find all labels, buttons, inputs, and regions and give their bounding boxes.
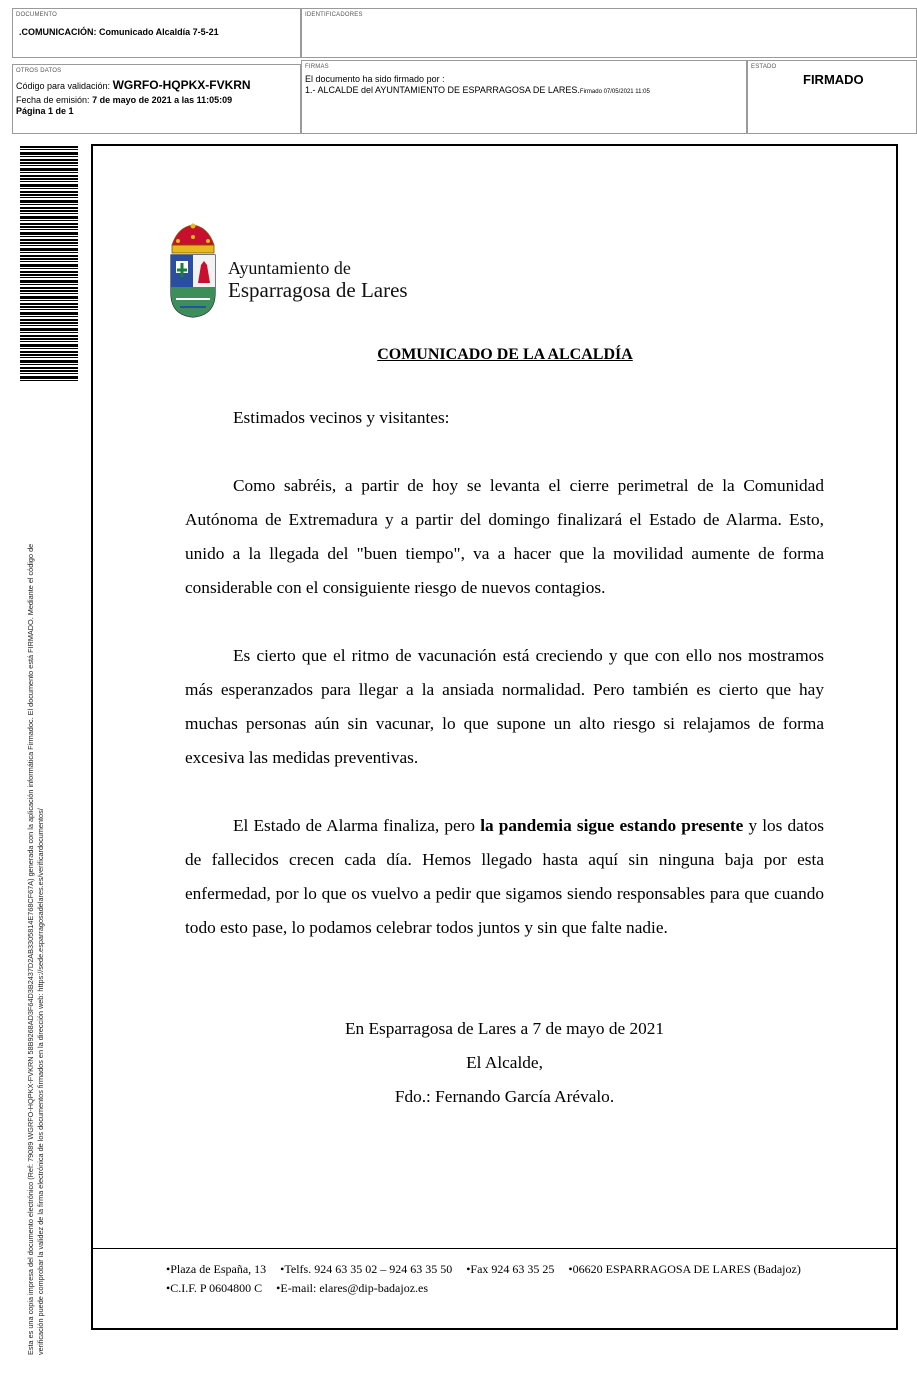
emphasis: la pandemia sigue estando presente <box>480 816 744 835</box>
footer-line-1 <box>166 1259 815 1279</box>
footer-address: •Plaza de España, 13 <box>166 1262 267 1276</box>
codigo-validacion <box>16 80 251 92</box>
footer-line-2 <box>166 1278 442 1298</box>
identificadores-label: IDENTIFICADORES <box>305 12 363 18</box>
footer-fax: •Fax 924 63 35 25 <box>466 1262 555 1276</box>
signature-role: El Alcalde, <box>466 1053 543 1072</box>
fecha-emision <box>16 95 232 106</box>
firmas-date: Firmado 07/05/2021 11:05 <box>579 89 650 95</box>
documento-value: .COMUNICACIÓN: Comunicado Alcaldía 7-5-21 <box>19 27 219 37</box>
fecha-prefix: Fecha de emisión: <box>16 95 90 105</box>
letterhead-line-1: Ayuntamiento de <box>228 258 351 278</box>
documento-label: DOCUMENTO <box>16 12 58 18</box>
identificadores-box <box>301 8 917 58</box>
letter-body <box>185 401 824 979</box>
codigo-prefix: Código para validación: <box>16 81 111 91</box>
footer-email: •E-mail: elares@dip-badajoz.es <box>276 1281 429 1295</box>
side-line-1: Esta es una copia impresa del documento electrónico (Ref: 79089 WGRFO-HQPKX-FVKRN 58B9268AD3F64D3B2437D2AB3305814E768CF67A) generada con la aplicación informática Firmadoc. El documento está FIRMADO. Mediante el código de <box>26 543 35 1355</box>
coat-of-arms-icon <box>168 223 218 319</box>
verification-side-text <box>26 415 46 1355</box>
letterhead <box>228 257 408 301</box>
footer-phones: •Telfs. 924 63 35 02 – 924 63 35 50 <box>280 1262 453 1276</box>
estado-label: ESTADO <box>751 64 777 70</box>
letterhead-line-2: Esparragosa de Lares <box>228 278 408 302</box>
paragraph-1: Como sabréis, a partir de hoy se levanta el cierre perimetral de la Comunidad Autónoma de Extremadura y a partir del domingo finalizará el Estado de Alarma. Esto, unido a la llegada del "buen tiempo", va a hacer que la movilidad aumente de forma considerable con el consiguiente riesgo de nuevos contagios. <box>185 476 824 597</box>
signature-place-date: En Esparragosa de Lares a 7 de mayo de 2021 <box>344 1019 665 1038</box>
paragraph-3: El Estado de Alarma finaliza, pero la pandemia sigue estando presente y los datos de fallecidos crecen cada día. Hemos llegado hasta aquí sin ninguna baja por esta enfermedad, por lo que os vuelvo a pedir que sigamos siendo responsables para que cuando todo esto pase, lo podamos celebrar todos juntos y sin que falte nadie. <box>185 816 824 937</box>
footer-cif: •C.I.F. P 0604800 C <box>166 1281 263 1295</box>
footer-city: •06620 ESPARRAGOSA DE LARES (Badajoz) <box>568 1262 801 1276</box>
greeting: Estimados vecinos y visitantes: <box>233 408 450 427</box>
footer-divider <box>93 1248 896 1249</box>
codigo-value: WGRFO-HQPKX-FVKRN <box>112 78 251 92</box>
firmas-line1: El documento ha sido firmado por : <box>305 74 445 84</box>
document-title: COMUNICADO DE LA ALCALDÍA <box>377 346 633 363</box>
otros-datos-label: OTROS DATOS <box>16 68 62 74</box>
fecha-value: 7 de mayo de 2021 a las 11:05:09 <box>92 95 233 105</box>
firmas-line2: 1.- ALCALDE del AYUNTAMIENTO DE ESPARRAGOSA DE LARES.Firmado 07/05/2021 11:05 <box>305 85 650 95</box>
signature-name: Fdo.: Fernando García Arévalo. <box>394 1087 615 1106</box>
pagina: Página 1 de 1 <box>16 106 74 116</box>
estado-value: FIRMADO <box>803 72 864 87</box>
paragraph-2: Es cierto que el ritmo de vacunación está creciendo y que con ello nos mostramos más esperanzados para llegar a la ansiada normalidad. Pero también es cierto que hay muchas personas aún sin vacunar, lo que supone un alto riesgo si relajamos de forma excesiva las medidas preventivas. <box>185 646 824 767</box>
firmas-label: FIRMAS <box>305 64 329 70</box>
side-line-2: verificación puede comprobar la validez de la firma electrónica de los documentos firmados en la dirección web: https://sede.esparragosadelares.es/verificardocumentos/ <box>36 808 45 1355</box>
signature-block <box>185 1012 824 1114</box>
